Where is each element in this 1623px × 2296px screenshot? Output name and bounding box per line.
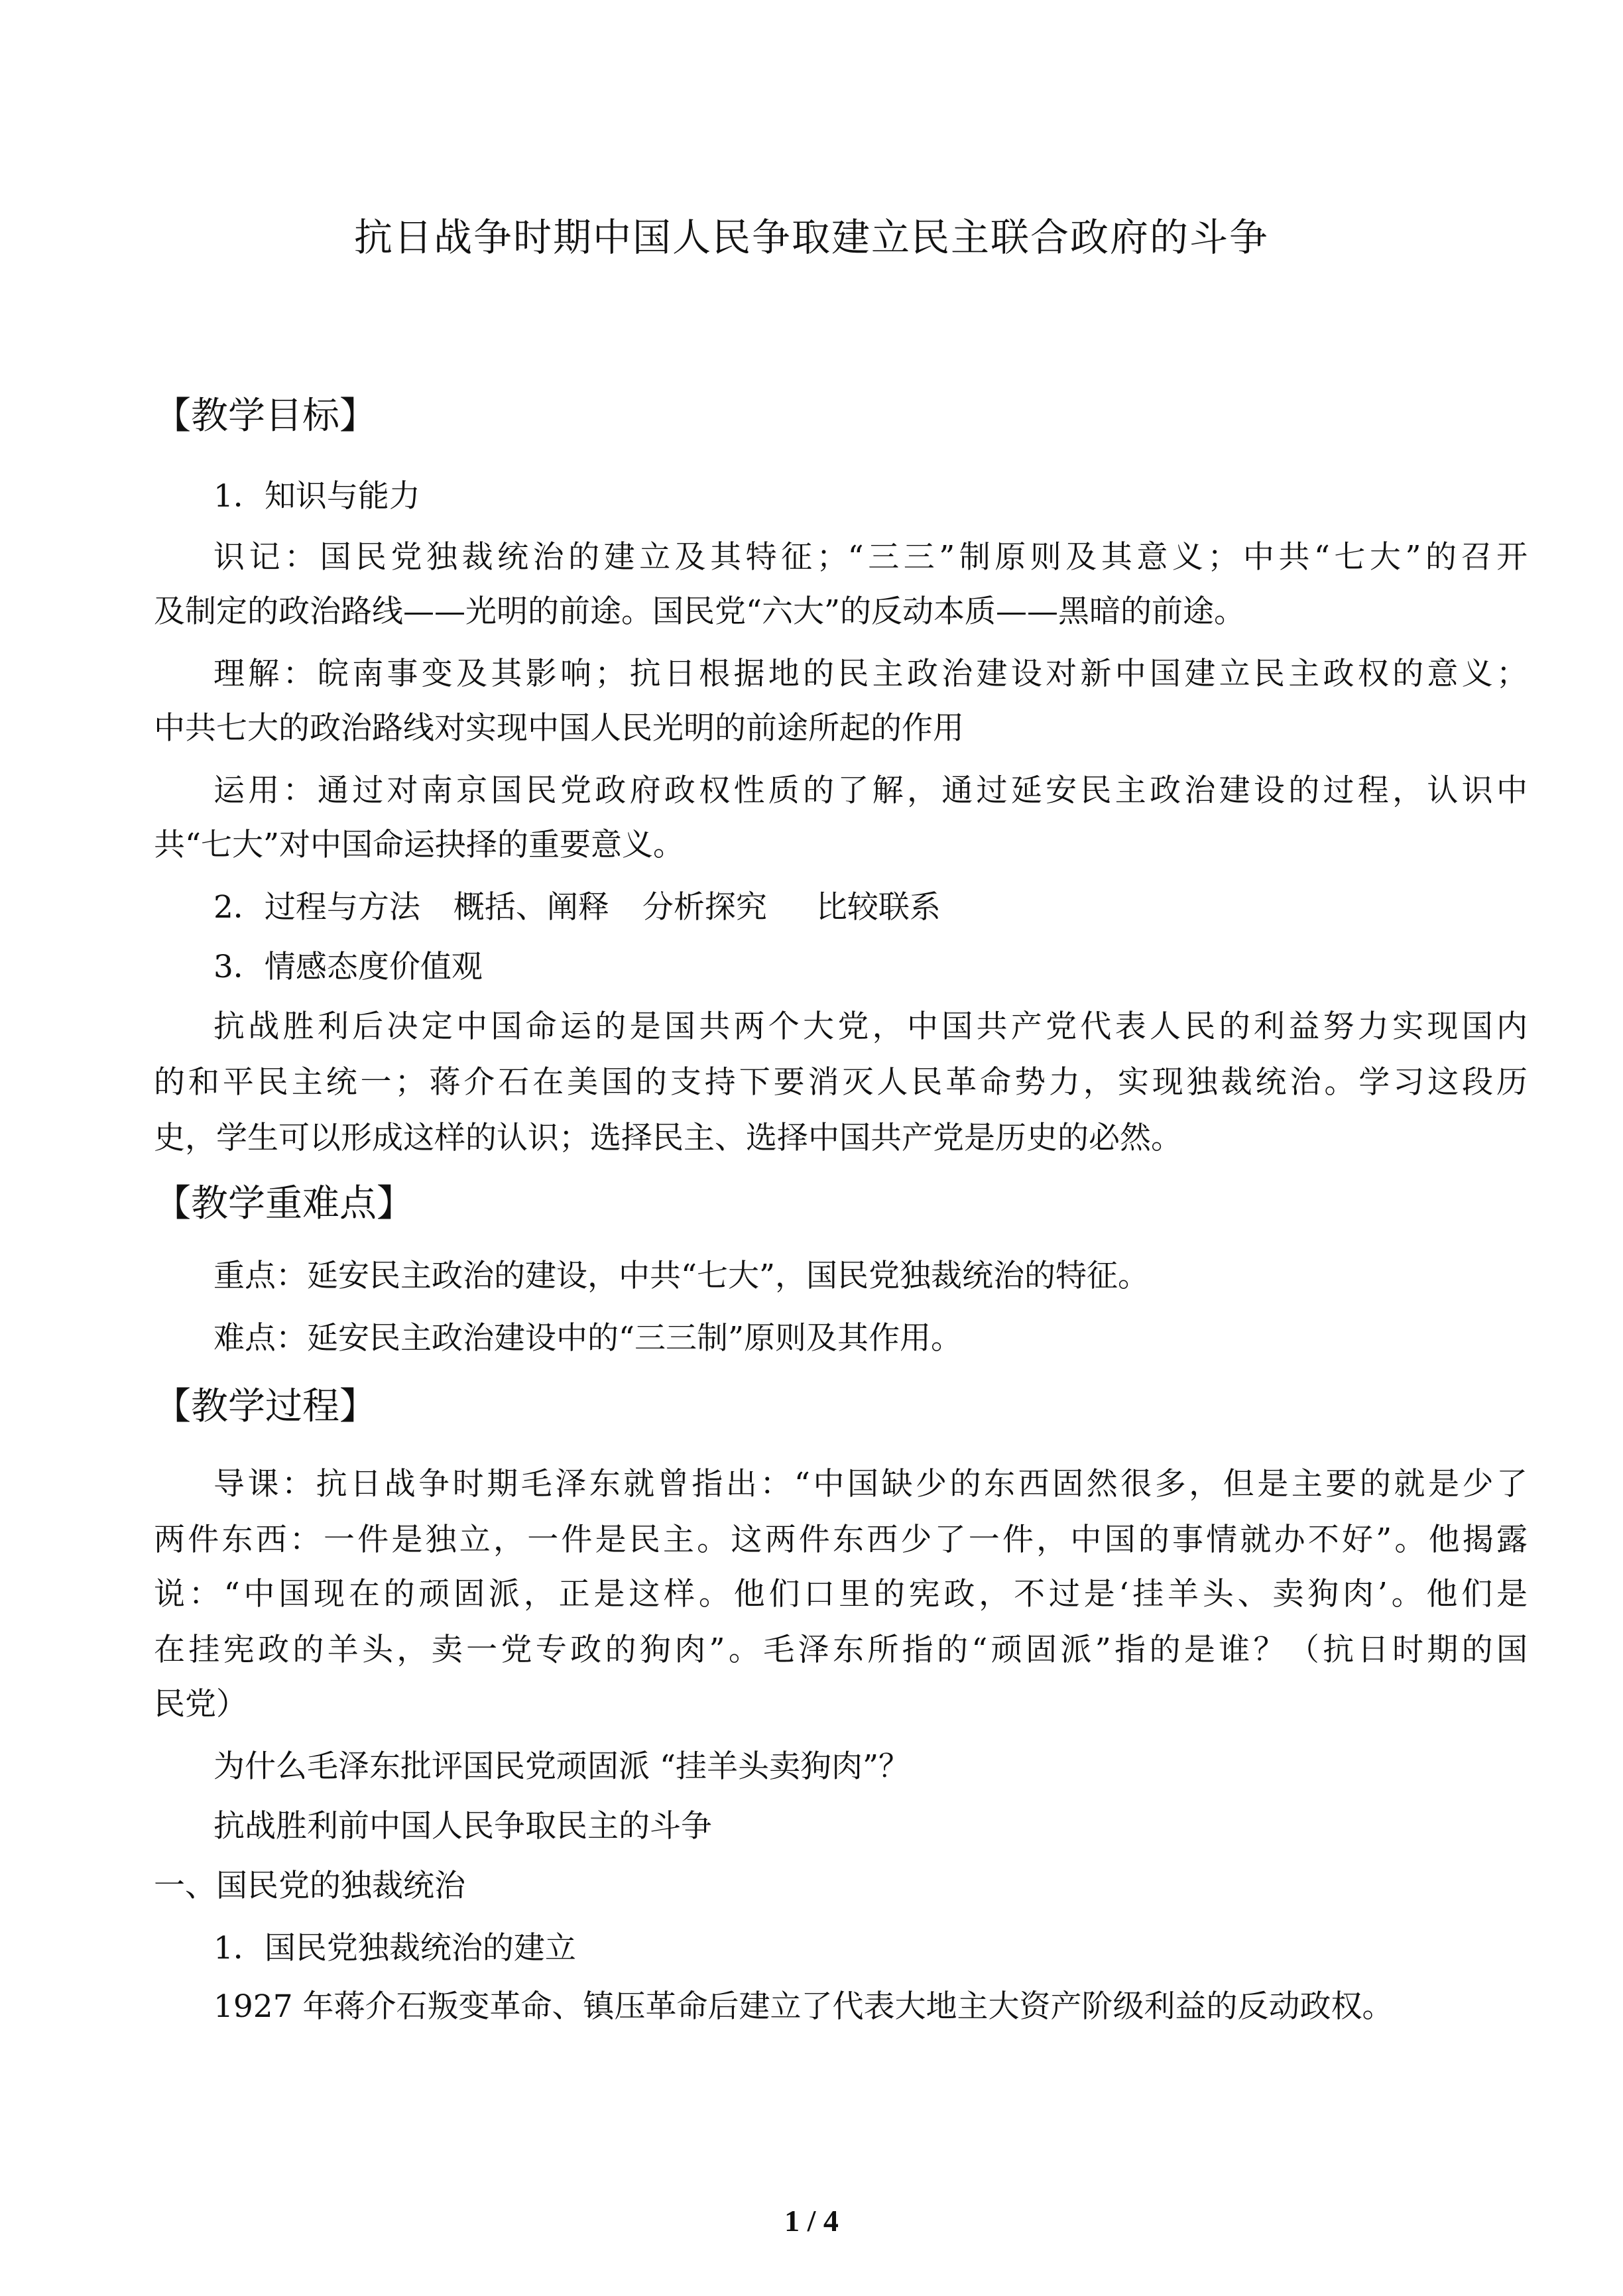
section-heading-process: 【教学过程】 <box>154 1385 377 1428</box>
process-subtitle: 抗战胜利前中国人民争取民主的斗争 <box>213 1808 712 1844</box>
process-intro-line-2: 两件东西：一件是独立，一件是民主。这两件东西少了一件，中国的事情就办不好”。他揭露 <box>154 1522 1528 1558</box>
goals-values-line-2: 的和平民主统一；蒋介石在美国的支持下要消灭人民革命势力，实现独裁统治。学习这段历 <box>154 1064 1528 1101</box>
goals-apply-line-2: 共“七大”对中国命运抉择的重要意义。 <box>154 827 685 863</box>
goals-understand-line-1: 理解：皖南事变及其影响；抗日根据地的民主政治建设对新中国建立民主政权的意义； <box>213 656 1528 692</box>
process-intro-line-1: 导课：抗日战争时期毛泽东就曾指出：“中国缺少的东西固然很多，但是主要的就是少了 <box>213 1466 1528 1502</box>
section-heading-key-points: 【教学重难点】 <box>154 1182 414 1225</box>
goals-understand-line-2: 中共七大的政治路线对实现中国人民光明的前途所起的作用 <box>154 710 964 747</box>
goals-values-line-1: 抗战胜利后决定中国命运的是国共两个大党，中国共产党代表人民的利益努力实现国内 <box>213 1008 1528 1045</box>
document-title: 抗日战争时期中国人民争取建立民主联合政府的斗争 <box>353 215 1269 260</box>
process-part-one-text: 1927 年蒋介石叛变革命、镇压革命后建立了代表大地主大资产阶级利益的反动政权。 <box>213 1988 1394 2025</box>
goals-item-methods <box>213 886 941 930</box>
method-summarize: 概括、阐释 <box>453 889 609 926</box>
goals-values-line-3: 史，学生可以形成这样的认识；选择民主、选择中国共产党是历史的必然。 <box>154 1120 1182 1156</box>
goals-recall-line-2: 及制定的政治路线——光明的前途。国民党“六大”的反动本质——黑暗的前途。 <box>154 593 1246 630</box>
goals-recall-line-1: 识记：国民党独裁统治的建立及其特征；“三三”制原则及其意义；中共“七大”的召开 <box>213 539 1528 575</box>
process-question: 为什么毛泽东批评国民党顽固派 “挂羊头卖狗肉”？ <box>213 1748 910 1785</box>
goals-item-knowledge: 1．知识与能力 <box>213 478 420 514</box>
process-part-one-heading: 一、国民党的独裁统治 <box>154 1868 465 1904</box>
page-number: 1 / 4 <box>784 2204 839 2238</box>
difficulty-text: 难点：延安民主政治建设中的“三三制”原则及其作用。 <box>213 1320 963 1357</box>
key-point-text: 重点：延安民主政治的建设，中共“七大”，国民党独裁统治的特征。 <box>213 1258 1150 1294</box>
method-analyze: 分析探究 <box>642 889 767 926</box>
process-intro-line-5: 民党） <box>154 1686 247 1722</box>
process-part-one-item-1: 1．国民党独裁统治的建立 <box>213 1930 576 1966</box>
process-intro-line-3: 说：“中国现在的顽固派，正是这样。他们口里的宪政，不过是‘挂羊头、卖狗肉’。他们是 <box>154 1576 1528 1612</box>
process-intro-line-4: 在挂宪政的羊头，卖一党专政的狗肉”。毛泽东所指的“顽固派”指的是谁？（抗日时期的国 <box>154 1632 1528 1668</box>
section-heading-goals: 【教学目标】 <box>154 394 377 438</box>
goals-apply-line-1: 运用：通过对南京国民党政府政权性质的了解，通过延安民主政治建设的过程，认识中 <box>213 772 1528 809</box>
method-compare: 比较联系 <box>815 889 941 926</box>
methods-label: 2．过程与方法 <box>213 889 420 926</box>
goals-item-values: 3．情感态度价值观 <box>213 949 483 985</box>
